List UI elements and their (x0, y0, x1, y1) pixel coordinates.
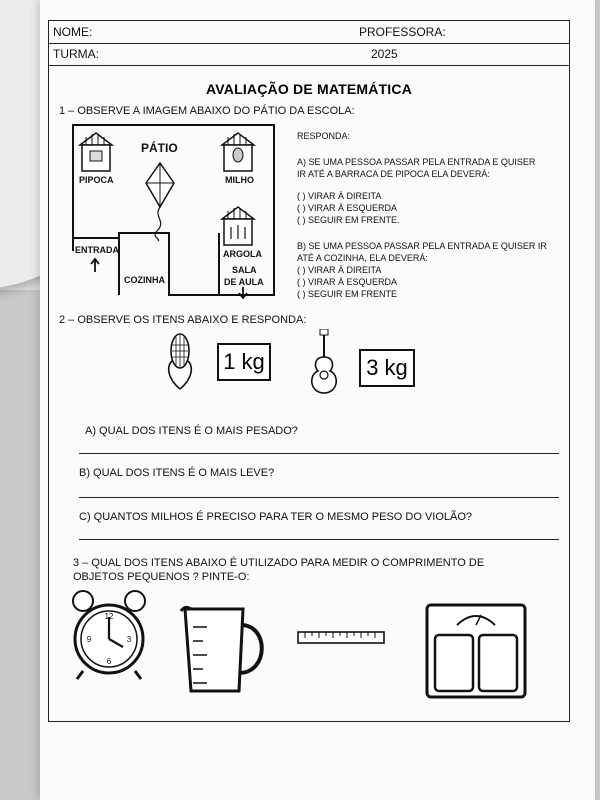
q2-c-answer-line[interactable] (79, 539, 559, 540)
q1-b-option-3[interactable]: ( ) SEGUIR EM FRENTE (297, 289, 398, 299)
svg-text:6: 6 (106, 657, 112, 666)
q1-b-option-1[interactable]: ( ) VIRAR À DIREITA (297, 265, 382, 275)
name-label: NOME: (53, 25, 93, 39)
map-label-patio: PÁTIO (141, 141, 178, 155)
map-label-cozinha: COZINHA (124, 275, 165, 285)
q2-a-answer-line[interactable] (79, 453, 559, 454)
worksheet-frame (48, 20, 570, 722)
q1-b-line2: ATÉ A COZINHA, ELA DEVERÁ: (297, 253, 428, 263)
map-label-argola: ARGOLA (223, 249, 262, 259)
ring-toss-stall-icon (219, 205, 257, 247)
q1-a-line1: A) SE UMA PESSOA PASSAR PELA ENTRADA E QUISER (297, 157, 536, 167)
q2-b-answer-line[interactable] (79, 497, 559, 498)
header-class-row (49, 43, 569, 66)
q2-c: C) QUANTOS MILHOS É PRECISO PARA TER O MESMO PESO DO VIOLÃO? (79, 511, 473, 523)
q1-responda: RESPONDA: (297, 131, 351, 141)
q2-prompt: 2 – OBSERVE OS ITENS ABAIXO E RESPONDA: (59, 314, 307, 326)
ruler-icon[interactable] (297, 631, 387, 645)
measuring-jug-icon[interactable] (177, 601, 273, 697)
map-label-pipoca: PIPOCA (79, 175, 114, 185)
q1-b-option-2[interactable]: ( ) VIRAR À ESQUERDA (297, 277, 398, 287)
q1-a-option-1[interactable]: ( ) VIRAR À DIREITA (297, 191, 382, 201)
guitar-weight-box: 3 kg (359, 349, 415, 387)
q1-a-option-3[interactable]: ( ) SEGUIR EM FRENTE. (297, 215, 400, 225)
worksheet (40, 0, 595, 800)
popcorn-stall-icon (77, 131, 115, 173)
page-title: AVALIAÇÃO DE MATEMÁTICA (205, 81, 413, 97)
schoolyard-map (69, 123, 279, 301)
map-label-sala-2: DE AULA (224, 277, 264, 287)
map-label-milho: MILHO (225, 175, 254, 185)
svg-text:9: 9 (86, 635, 92, 644)
svg-text:3: 3 (126, 635, 132, 644)
bathroom-scale-icon[interactable] (425, 603, 527, 699)
corn-weight-box: 1 kg (217, 343, 271, 381)
q1-a-option-2[interactable]: ( ) VIRAR À ESQUERDA (297, 203, 398, 213)
class-label: TURMA: (53, 47, 99, 61)
kite-icon (143, 161, 177, 243)
teacher-label: PROFESSORA: (359, 25, 446, 39)
guitar-icon (304, 329, 344, 395)
q3-prompt-line2: OBJETOS PEQUENOS ? PINTE-O: (73, 571, 250, 583)
year-label: 2025 (371, 47, 398, 61)
q3-prompt-line1: 3 – QUAL DOS ITENS ABAIXO É UTILIZADO PARA MEDIR O COMPRIMENTO DE (73, 557, 485, 569)
q1-b-line1: B) SE UMA PESSOA PASSAR PELA ENTRADA E QUISER IR (297, 241, 547, 251)
q2-a: A) QUAL DOS ITENS É O MAIS PESADO? (85, 425, 298, 437)
corn-stall-icon (219, 131, 257, 173)
corn-icon (164, 331, 196, 391)
entrance-arrow-icon (89, 257, 101, 273)
map-label-sala-1: SALA (232, 265, 257, 275)
svg-text:12: 12 (104, 612, 114, 621)
map-label-entrada: ENTRADA (75, 245, 119, 255)
q2-b: B) QUAL DOS ITENS É O MAIS LEVE? (79, 467, 275, 479)
q1-prompt: 1 – OBSERVE A IMAGEM ABAIXO DO PÁTIO DA ESCOLA: (59, 105, 355, 117)
header-name-row (49, 21, 569, 44)
alarm-clock-icon[interactable] (69, 587, 149, 683)
q1-a-line2: IR ATÉ A BARRACA DE PIPOCA ELA DEVERÁ: (297, 169, 490, 179)
classroom-arrow-icon (237, 287, 249, 299)
